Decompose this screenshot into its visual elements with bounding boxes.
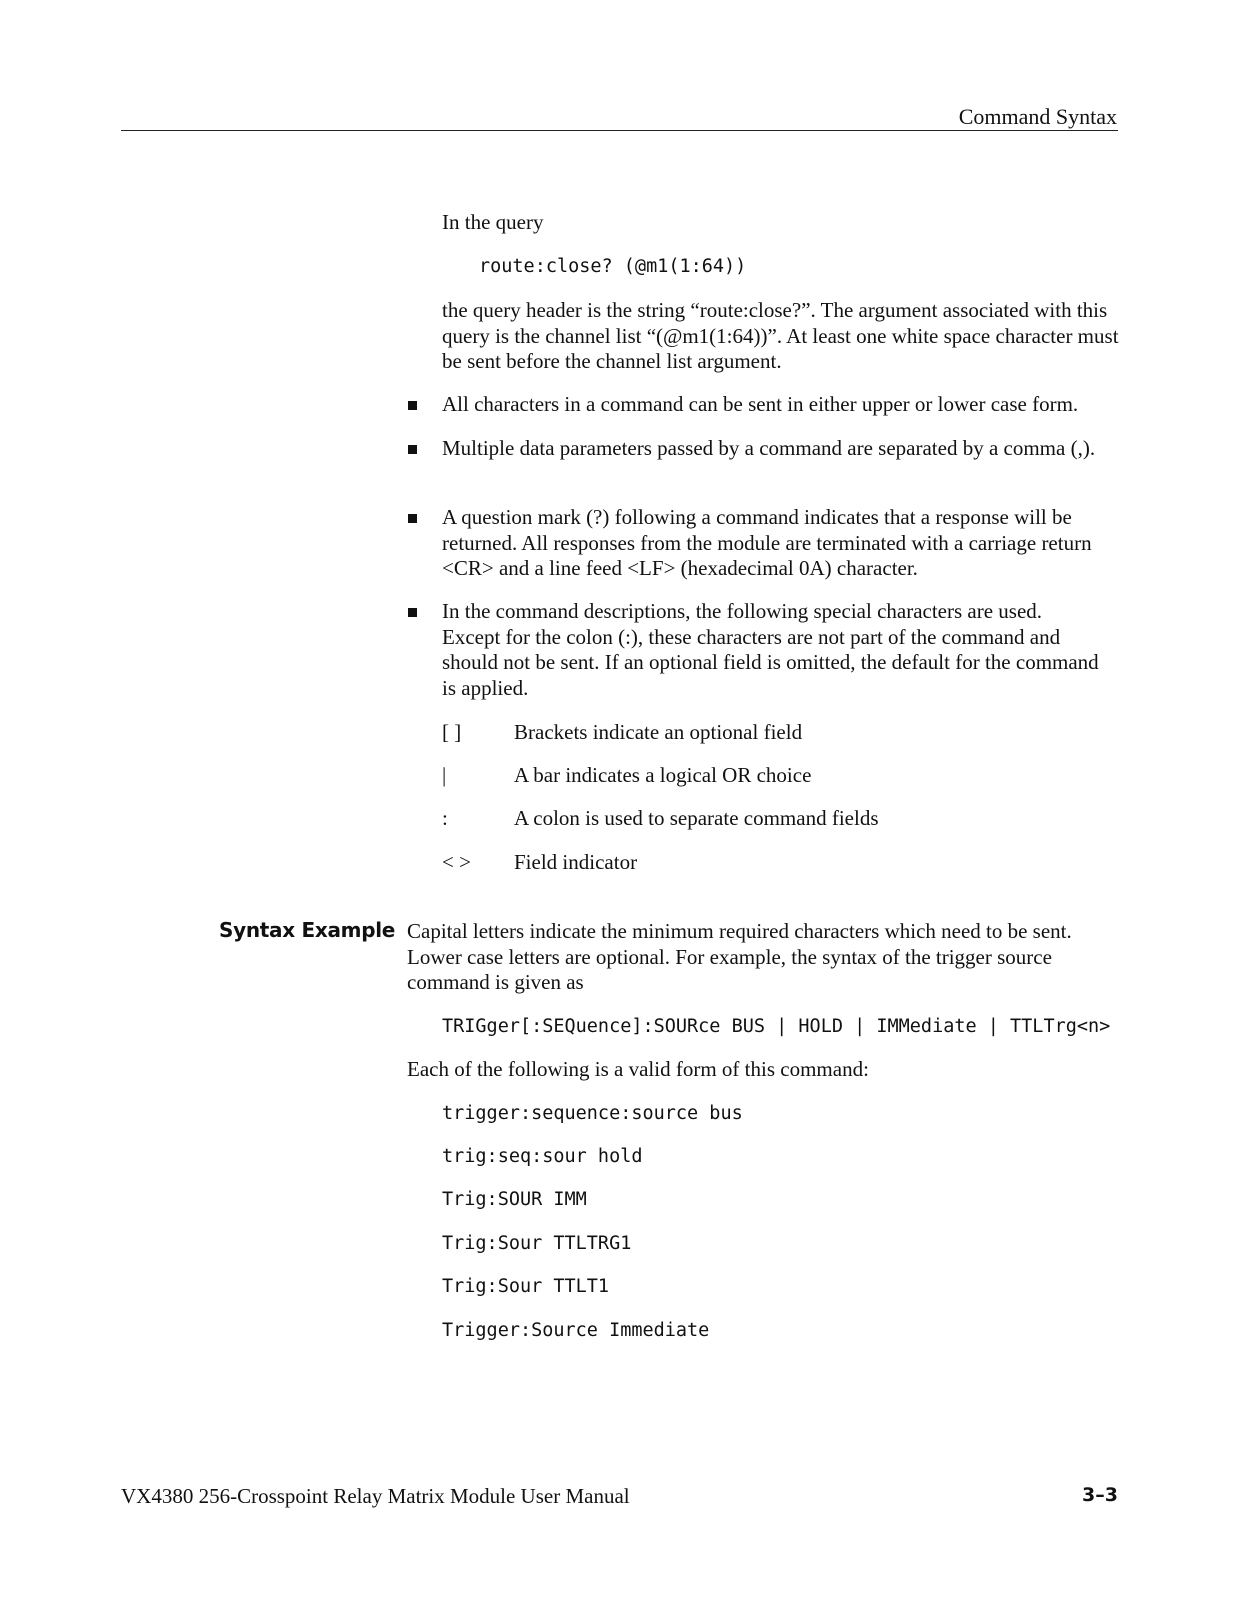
page-number: 3–3 <box>1082 1484 1118 1506</box>
bullet-item: Multiple data parameters passed by a command are separated by a comma (,). <box>442 436 1096 460</box>
example-code: Trig:Sour TTLTRG1 <box>442 1233 632 1254</box>
bullet-item: All characters in a command can be sent in either upper or lower case form. <box>442 392 1079 416</box>
special-char-meaning: A bar indicates a logical OR choice <box>514 763 812 787</box>
footer-manual-title: VX4380 256-Crosspoint Relay Matrix Module User Manual <box>121 1484 630 1508</box>
example-code: trig:seq:sour hold <box>442 1146 643 1167</box>
bullet-marker <box>408 445 417 454</box>
syntax-code: TRIGger[:SEQuence]:SOURce BUS | HOLD | IMMediate | TTLTrg<n> <box>442 1016 1111 1037</box>
query-code: route:close? (@m1(1:64)) <box>479 256 747 277</box>
bullet-marker <box>408 514 417 523</box>
special-char-symbol: : <box>442 806 448 830</box>
example-code: Trig:Sour TTLT1 <box>442 1276 610 1297</box>
query-intro: In the query <box>442 210 544 234</box>
special-char-symbol: [ ] <box>442 720 462 744</box>
example-code: Trigger:Source Immediate <box>442 1320 710 1341</box>
running-header: Command Syntax <box>958 104 1117 129</box>
valid-forms-intro: Each of the following is a valid form of this command: <box>407 1057 869 1081</box>
syntax-paragraph: Capital letters indicate the minimum required characters which need to be sent. Lower case letters are optional. For example, the syntax of the trigger source command is given as <box>407 919 1072 994</box>
section-heading: Syntax Example <box>219 918 396 942</box>
example-code: Trig:SOUR IMM <box>442 1189 587 1210</box>
bullet-marker <box>408 401 417 410</box>
special-char-symbol: | <box>442 763 447 787</box>
special-char-meaning: Brackets indicate an optional field <box>514 720 803 744</box>
bullet-item: A question mark (?) following a command indicates that a response will be returned. All responses from the module are terminated with a carriage return <CR> and a line feed <LF> (hexadecimal 0A) character. <box>442 505 1092 580</box>
special-char-meaning: Field indicator <box>514 850 638 874</box>
query-explanation: the query header is the string “route:close?”. The argument associated with this query is the channel list “(@m1(1:64))”. At least one white space character must be sent before the channel list argument. <box>442 298 1119 373</box>
example-code: trigger:sequence:source bus <box>442 1103 743 1124</box>
header-divider <box>121 130 1118 131</box>
bullet-item: In the command descriptions, the following special characters are used. Except for the colon (:), these characters are not part of the command and should not be sent. If an optional field is omitted, the default for the command is applied. <box>442 599 1099 700</box>
special-char-symbol: < > <box>442 850 471 874</box>
bullet-marker <box>408 608 417 617</box>
special-char-meaning: A colon is used to separate command fields <box>514 806 879 830</box>
